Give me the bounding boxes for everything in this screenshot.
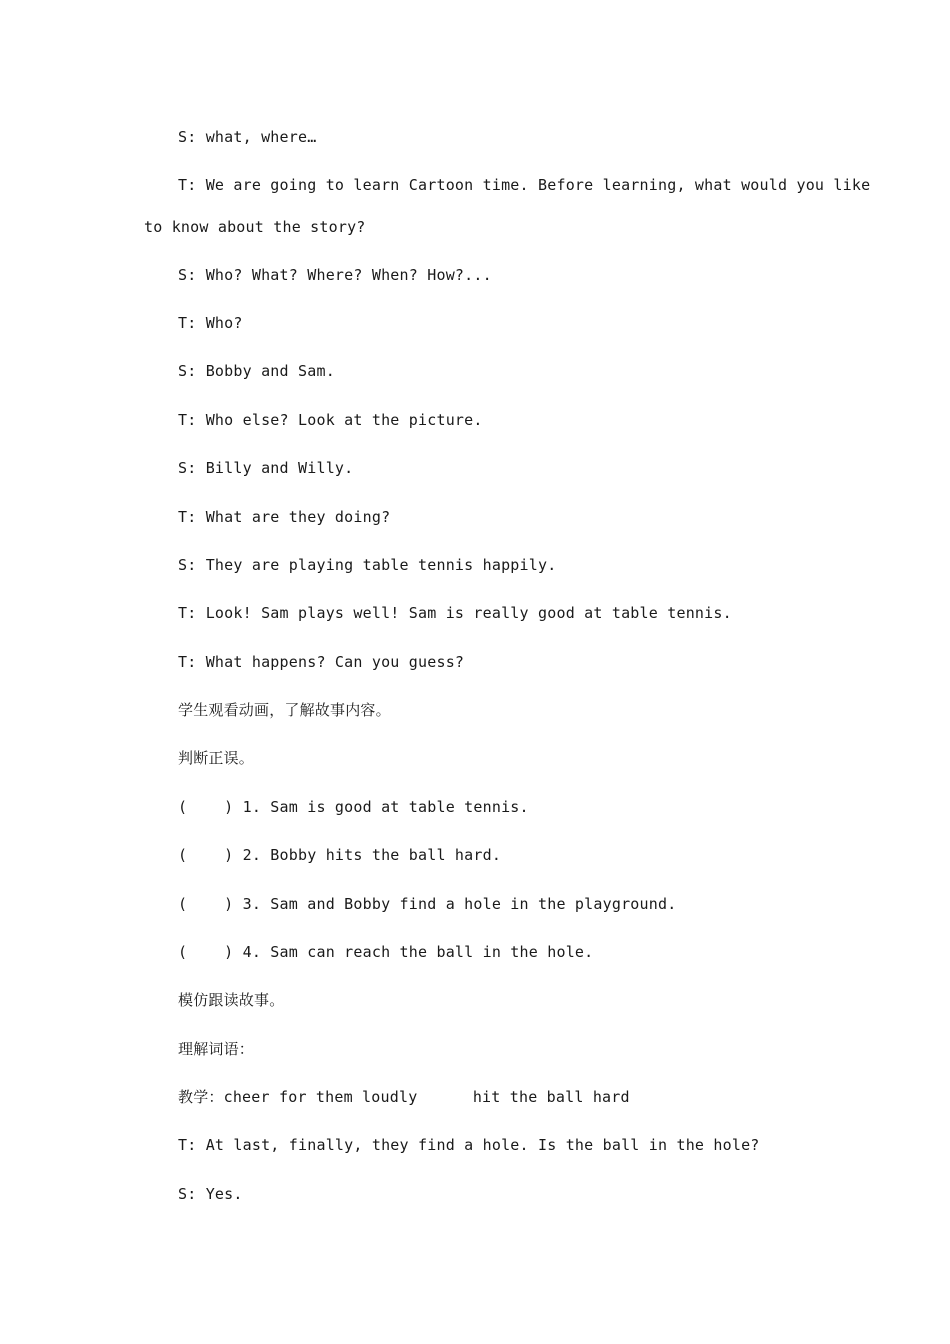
dialogue-line: S: what, where…: [178, 128, 317, 146]
true-false-item: ( ) 3. Sam and Bobby find a hole in the playground.: [178, 895, 677, 913]
dialogue-line: S: Who? What? Where? When? How?...: [178, 266, 492, 284]
true-false-item: ( ) 2. Bobby hits the ball hard.: [178, 846, 502, 864]
dialogue-line: T: We are going to learn Cartoon time. Before learning, what would you like: [178, 176, 871, 194]
dialogue-line: T: At last, finally, they find a hole. Is the ball in the hole?: [178, 1136, 760, 1154]
dialogue-line: S: Bobby and Sam.: [178, 362, 335, 380]
instruction-line: 模仿跟读故事。: [178, 991, 285, 1009]
dialogue-line-continued: to know about the story?: [144, 218, 366, 236]
true-false-item: ( ) 4. Sam can reach the ball in the hole.: [178, 943, 594, 961]
instruction-line: 学生观看动画，了解故事内容。: [178, 701, 391, 719]
dialogue-line: T: Who else? Look at the picture.: [178, 411, 483, 429]
dialogue-line: T: What are they doing?: [178, 508, 391, 526]
dialogue-line: T: Look! Sam plays well! Sam is really good at table tennis.: [178, 604, 732, 622]
dialogue-line: S: Billy and Willy.: [178, 459, 354, 477]
instruction-line: 理解词语：: [178, 1040, 255, 1058]
dialogue-line: T: What happens? Can you guess?: [178, 653, 465, 671]
dialogue-line: S: They are playing table tennis happily.: [178, 556, 557, 574]
true-false-item: ( ) 1. Sam is good at table tennis.: [178, 798, 529, 816]
dialogue-line: T: Who?: [178, 314, 243, 332]
teaching-line: 教学：cheer for them loudly hit the ball hard: [178, 1088, 630, 1106]
instruction-line: 判断正误。: [178, 749, 255, 767]
dialogue-line: S: Yes.: [178, 1185, 243, 1203]
